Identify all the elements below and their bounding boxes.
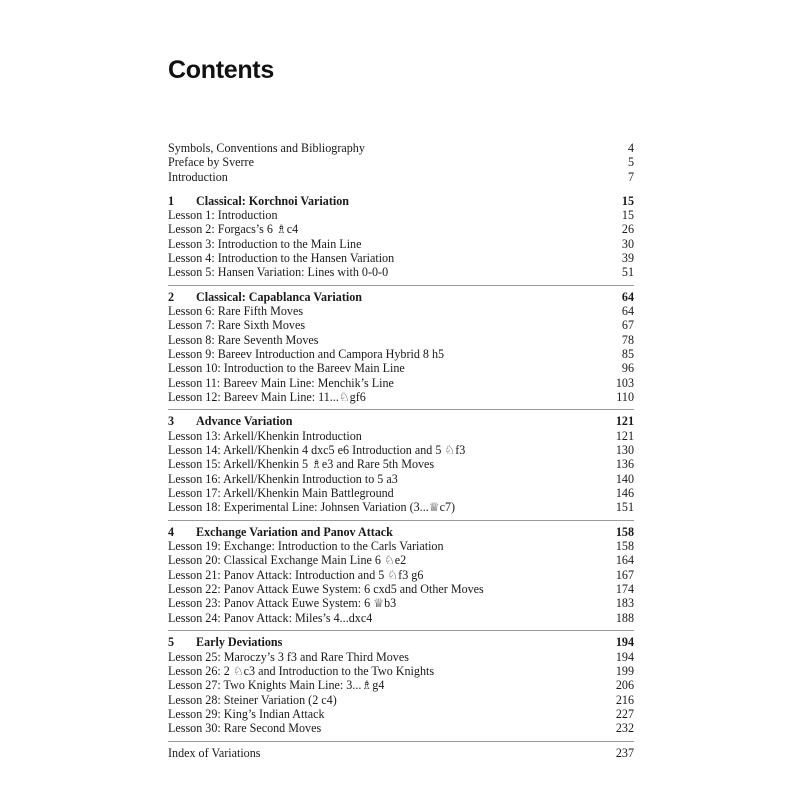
table-of-contents [168,141,634,760]
chapter-title-text: Classical: Capablanca Variation [196,289,362,304]
entry-page-number: 64 [621,303,634,318]
lesson-entry[interactable] [168,664,634,678]
entry-page-number: 188 [615,610,634,625]
entry-label: Lesson 24: Panov Attack: Miles’s 4...dxc4 [168,610,373,625]
entry-label: Lesson 14: Arkell/Khenkin 4 dxc5 e6 Introduction and 5 ♘f3 [168,443,466,458]
lesson-entry[interactable] [168,390,634,404]
entry-label: Introduction [168,169,228,184]
entry-page-number: 67 [621,318,634,333]
chapter-heading[interactable] [168,525,634,539]
entry-label: Lesson 7: Rare Sixth Moves [168,318,306,333]
lesson-entry[interactable] [168,500,634,514]
entry-page-number: 227 [615,706,634,721]
entry-label: Lesson 3: Introduction to the Main Line [168,236,362,251]
entry-page-number: 183 [615,596,634,611]
lesson-entry[interactable] [168,429,634,443]
entry-label: Lesson 27: Two Knights Main Line: 3...♗g4 [168,678,385,693]
chapter-title-text: Advance Variation [196,414,293,429]
entry-label: Lesson 28: Steiner Variation (2 c4) [168,692,337,707]
entry-page-number: 39 [621,250,634,265]
lesson-entry[interactable] [168,304,634,318]
entry-page-number: 15 [621,207,634,222]
chapter-number: 3 [168,414,175,429]
entry-page-number: 146 [615,486,634,501]
chapter-title [168,194,349,208]
front-matter-entry[interactable] [168,141,634,155]
entry-page-number: 110 [616,390,634,404]
chapter-page-number: 121 [615,414,634,429]
chapter-number: 2 [168,289,175,304]
entry-page-number: 194 [615,649,634,664]
lesson-entry[interactable] [168,582,634,596]
lesson-entry[interactable] [168,443,634,457]
entry-label: Lesson 8: Rare Seventh Moves [168,332,319,347]
entry-label: Lesson 30: Rare Second Moves [168,721,322,736]
chapter-title [168,414,292,428]
chapter-page-number: 158 [615,524,634,539]
entry-page-number: 158 [615,539,634,554]
entry-label: Lesson 26: 2 ♘c3 and Introduction to the Two Knights [168,663,435,678]
entry-page-number: 103 [615,375,634,390]
chapter-title [168,525,393,539]
entry-label: Index of Variations [168,745,261,760]
chapter-heading[interactable] [168,290,634,304]
entry-label: Preface by Sverre [168,155,254,170]
chapter-title [168,635,282,649]
entry-page-number: 78 [621,332,634,347]
entry-label: Lesson 9: Bareev Introduction and Campora Hybrid 8 h5 [168,346,445,361]
entry-label: Lesson 2: Forgacs’s 6 ♗c4 [168,222,299,237]
back-matter-entry[interactable] [168,746,634,760]
entry-page-number: 7 [627,169,634,184]
chapter-title [168,290,362,304]
lesson-entry[interactable] [168,333,634,347]
entry-page-number: 199 [615,663,634,678]
entry-page-number: 5 [627,155,634,170]
entry-page-number: 237 [615,745,634,760]
lesson-entry[interactable] [168,539,634,553]
entry-page-number: 174 [615,582,634,597]
entry-page-number: 30 [621,236,634,251]
lesson-entry[interactable] [168,237,634,251]
entry-label: Lesson 12: Bareev Main Line: 11...♘gf6 [168,390,366,404]
entry-page-number: 121 [615,428,634,443]
entry-label: Symbols, Conventions and Bibliography [168,141,365,155]
lesson-entry[interactable] [168,208,634,222]
chapter-heading[interactable] [168,414,634,428]
entry-page-number: 206 [615,678,634,693]
entry-label: Lesson 4: Introduction to the Hansen Variation [168,250,395,265]
lesson-entry[interactable] [168,376,634,390]
lesson-entry[interactable] [168,222,634,236]
chapter-heading[interactable] [168,635,634,649]
entry-page-number: 232 [615,721,634,736]
lesson-entry[interactable] [168,457,634,471]
entry-label: Lesson 16: Arkell/Khenkin Introduction to 5 a3 [168,471,398,486]
lesson-entry[interactable] [168,568,634,582]
entry-page-number: 26 [621,222,634,237]
entry-label: Lesson 25: Maroczy’s 3 f3 and Rare Third Moves [168,649,409,664]
chapter-page-number: 194 [615,635,634,650]
entry-page-number: 140 [615,471,634,486]
lesson-entry[interactable] [168,361,634,375]
entry-page-number: 85 [621,346,634,361]
entry-page-number: 4 [627,141,634,155]
entry-label: Lesson 11: Bareev Main Line: Menchik’s Line [168,375,394,390]
entry-page-number: 164 [615,553,634,568]
chapter-title-text: Early Deviations [196,635,283,650]
chapter-title-text: Exchange Variation and Panov Attack [196,524,393,539]
entry-label: Lesson 19: Exchange: Introduction to the Carls Variation [168,539,444,554]
lesson-entry[interactable] [168,347,634,361]
entry-label: Lesson 17: Arkell/Khenkin Main Battleground [168,486,394,501]
lesson-entry[interactable] [168,596,634,610]
lesson-entry[interactable] [168,693,634,707]
chapter-page-number: 64 [621,289,634,304]
entry-label: Lesson 13: Arkell/Khenkin Introduction [168,428,362,443]
lesson-entry[interactable] [168,678,634,692]
front-matter-entry[interactable] [168,155,634,169]
chapter-title-text: Classical: Korchnoi Variation [196,193,349,208]
page-title: Contents [168,56,274,84]
front-matter-entry[interactable] [168,170,634,184]
entry-label: Lesson 23: Panov Attack Euwe System: 6 ♕b3 [168,596,397,611]
entry-label: Lesson 5: Hansen Variation: Lines with 0-0-0 [168,265,389,280]
entry-label: Lesson 6: Rare Fifth Moves [168,303,304,318]
entry-label: Lesson 29: King’s Indian Attack [168,706,325,721]
entry-label: Lesson 21: Panov Attack: Introduction and 5 ♘f3 g6 [168,567,424,582]
entry-page-number: 167 [615,567,634,582]
chapter-number: 5 [168,635,175,650]
entry-label: Lesson 20: Classical Exchange Main Line 6 ♘e2 [168,553,407,568]
lesson-entry[interactable] [168,318,634,332]
entry-page-number: 51 [621,265,634,280]
lesson-entry[interactable] [168,486,634,500]
entry-label: Lesson 10: Introduction to the Bareev Main Line [168,361,405,376]
chapter-page-number: 15 [621,193,634,208]
lesson-entry[interactable] [168,265,634,279]
entry-page-number: 136 [615,457,634,472]
entry-page-number: 130 [615,443,634,458]
lesson-entry[interactable] [168,553,634,567]
entry-label: Lesson 1: Introduction [168,207,278,222]
chapter-number: 1 [168,193,175,208]
chapter-heading[interactable] [168,194,634,208]
entry-page-number: 151 [615,500,634,515]
chapter-number: 4 [168,524,175,539]
entry-page-number: 96 [621,361,634,376]
lesson-entry[interactable] [168,721,634,735]
lesson-entry[interactable] [168,707,634,721]
lesson-entry[interactable] [168,472,634,486]
lesson-entry[interactable] [168,251,634,265]
lesson-entry[interactable] [168,650,634,664]
entry-label: Lesson 22: Panov Attack Euwe System: 6 cxd5 and Other Moves [168,582,484,597]
entry-label: Lesson 15: Arkell/Khenkin 5 ♗e3 and Rare 5th Moves [168,457,435,472]
entry-page-number: 216 [615,692,634,707]
entry-label: Lesson 18: Experimental Line: Johnsen Variation (3...♕c7) [168,500,456,515]
lesson-entry[interactable] [168,611,634,625]
